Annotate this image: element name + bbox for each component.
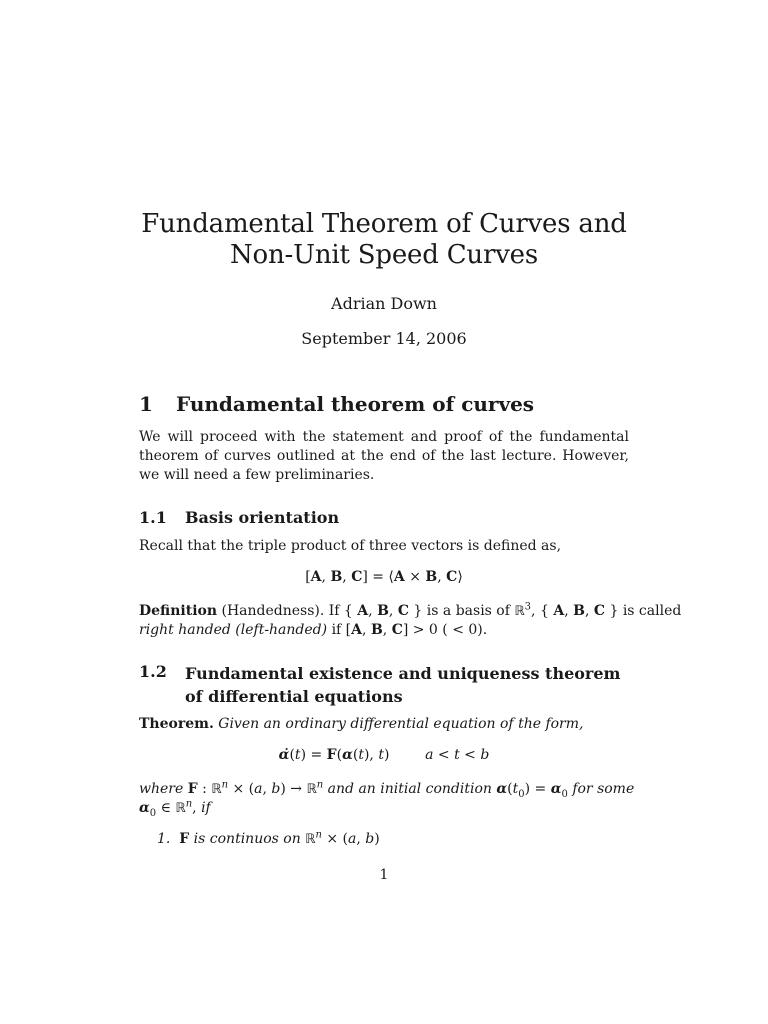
- condition-list-item-1: 1. F is continuos on ℝ$^n$ × (a, b): [157, 829, 380, 847]
- theorem-conditions-line-2: $\alpha_0$ ∈ ℝ$^n$, if: [139, 798, 211, 819]
- title-line-1: Fundamental Theorem of Curves and: [141, 209, 627, 239]
- definition-name: (Handedness).: [221, 603, 325, 619]
- definition-label: Definition: [139, 603, 218, 619]
- item-text: is continuos on: [193, 831, 301, 847]
- subsection-title-1-2: Fundamental existence and uniqueness theorem of differential equations: [185, 664, 621, 706]
- ode-equation: α̇(t) = F(α(t), t) a < t < b: [278, 747, 490, 763]
- for-some-text: for some: [572, 781, 635, 797]
- where-word: where: [139, 781, 184, 797]
- section-title: Fundamental theorem of curves: [176, 392, 535, 416]
- section-number: 1: [139, 392, 153, 416]
- definition-tail: if: [331, 622, 342, 638]
- item-number: 1.: [157, 831, 171, 847]
- right-handed-term: right handed: [139, 622, 231, 638]
- author: Adrian Down: [331, 294, 437, 313]
- definition-basis-of: is a basis of: [426, 603, 510, 619]
- subsection-title: Basis orientation: [185, 508, 340, 527]
- subsection-number: 1.1: [139, 508, 167, 527]
- definition-is-called: is called: [622, 603, 682, 619]
- subsection-heading-1-2: [139, 662, 635, 708]
- theorem-label: Theorem.: [139, 716, 214, 732]
- section-intro-paragraph: We will proceed with the statement and proof of the fundamental theorem of curves outlined at the end of the last lecture. However, we will need a few preliminaries.: [139, 429, 629, 483]
- definition-if: If: [328, 603, 340, 619]
- date: September 14, 2006: [301, 329, 467, 348]
- title-line-2: Non-Unit Speed Curves: [229, 240, 539, 270]
- section-heading: [139, 392, 534, 416]
- definition-line-1: Definition (Handedness). If { A, B, C } is a basis of ℝ$^3$, { A, B, C } is called: [139, 601, 682, 619]
- triple-product-equation: [A, B, C] = ⟨A × B, C⟩: [305, 569, 463, 585]
- subsection-number-1-2: 1.2: [139, 662, 167, 681]
- theorem-text: Given an ordinary differential equation of the form,: [218, 716, 584, 732]
- left-handed-term: (left-handed): [235, 622, 328, 638]
- if-word: if: [201, 800, 211, 816]
- theorem-line: [139, 715, 629, 734]
- definition-line-2: right handed (left-handed) if [A, B, C] > 0 ( < 0).: [139, 622, 488, 638]
- initial-condition-text: and an initial condition: [327, 781, 492, 797]
- page-number: 1: [379, 867, 389, 883]
- triple-product-text: Recall that the triple product of three vectors is defined as,: [139, 538, 562, 554]
- theorem-conditions-line-1: where F : ℝ$^n$ × (a, b) → ℝ$^n$ and an initial condition $\alpha(t_0) = \alpha_0$ for some: [139, 779, 635, 800]
- subsection-heading: [139, 508, 339, 527]
